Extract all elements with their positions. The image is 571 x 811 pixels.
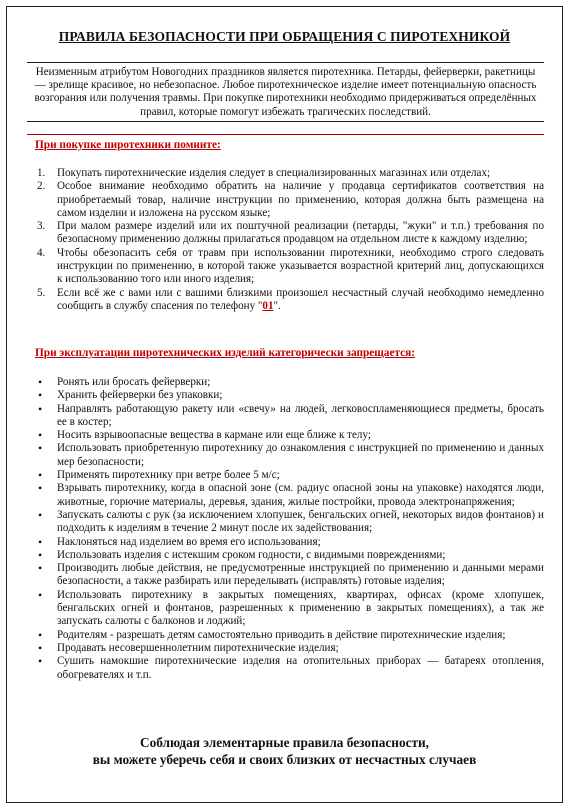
- usage-bans-list: [35, 376, 544, 682]
- list-item: • Использовать изделия с истекшим сроком годности, с видимыми повреждениями;: [35, 549, 544, 562]
- list-item-number: 4.: [37, 246, 46, 259]
- list-item: • Ронять или бросать фейерверки;: [35, 376, 544, 389]
- section-divider: [27, 134, 544, 135]
- list-item: • Хранить фейерверки без упаковки;: [35, 389, 544, 402]
- list-item: [35, 180, 544, 220]
- list-item-text-end: ".: [273, 299, 281, 312]
- list-item-text: Особое внимание необходимо обратить на наличие у продавца сертификатов соответствия на приобретаемый товар, наличие инструкции по применению, которая должна быть размещена на самом изделии и изложена на русском языке;: [57, 180, 544, 219]
- list-item: • Родителям - разрешать детям самостоятельно приводить в действие пиротехнические изделия;: [35, 629, 544, 642]
- usage-heading: При эксплуатации пиротехнических изделий категорически запрещается:: [35, 347, 416, 359]
- purchase-heading: При покупке пиротехники помните:: [35, 139, 221, 151]
- list-item-text: Чтобы обезопасить себя от травм при использовании пиротехники, необходимо строго следовать инструкции по применению, в которой также указывается возрастной критерий лиц, допускающихся к использованию того или иного изделия;: [57, 246, 544, 286]
- purchase-rules-list: [35, 167, 544, 313]
- page-title: ПРАВИЛА БЕЗОПАСНОСТИ ПРИ ОБРАЩЕНИЯ С ПИРОТЕХНИКОЙ: [58, 29, 511, 44]
- list-item: • Применять пиротехнику при ветре более 5 м/с;: [35, 469, 544, 482]
- footer-line: Соблюдая элементарные правила безопасности,: [139, 735, 430, 750]
- list-item-number: 5.: [37, 286, 46, 299]
- list-item: • Наклоняться над изделием во время его использования;: [35, 536, 544, 549]
- intro-paragraph: Неизменным атрибутом Новогодних праздников является пиротехника. Петарды, фейерверки, ракетницы — зрелище красивое, но небезопасное. Любое пиротехническое изделие имеет потенциальную опасность возгорания или получения травмы. При покупке пиротехники необходимо придерживаться определённых правил, которые помогут избежать трагических последствий.: [27, 62, 544, 122]
- list-item: • Носить взрывоопасные вещества в кармане или еще ближе к телу;: [35, 429, 544, 442]
- list-item-text: Покупать пиротехнические изделия следует в специализированных магазинах или отделах;: [57, 167, 491, 179]
- list-item: • Запускать салюты с рук (за исключением хлопушек, бенгальских огней, некоторых видов фонтанов) и подходить к изделиям в течение 2 минут после их задействования;: [35, 509, 544, 536]
- list-item: [35, 247, 544, 287]
- list-item-number: 1.: [37, 167, 46, 179]
- list-item: • Производить любые действия, не предусмотренные инструкцией по применению и данными мерами безопасности, а также разбирать или переделывать (исправлять) готовые изделия;: [35, 562, 544, 589]
- list-item-text: Если всё же с вами или с вашими близкими произошел несчастный случай необходимо немедленно сообщить в службу спасения по телефону ": [57, 286, 544, 312]
- document-page: [6, 6, 563, 803]
- list-item: • Использовать пиротехнику в закрытых помещениях, квартирах, офисах (кроме хлопушек, бенгальских огней и фонтанов, разрешенных к применению в закрытых помещениях), а так же запускать салюты с балконов и лоджий;: [35, 589, 544, 629]
- list-item: [35, 287, 544, 314]
- list-item: • Направлять работающую ракету или «свечу» на людей, легковоспламеняющиеся предметы, бросать ее в костер;: [35, 403, 544, 430]
- footer-slogan: [7, 734, 562, 768]
- list-item: • Продавать несовершеннолетним пиротехнические изделия;: [35, 642, 544, 655]
- list-item: • Сушить намокшие пиротехнические изделия на отопительных приборах — батареях отопления, обогревателях и т.п.: [35, 655, 544, 682]
- list-item: • Использовать приобретенную пиротехнику до ознакомления с инструкцией по применению и данных мер безопасности;: [35, 442, 544, 469]
- list-item: [35, 167, 544, 180]
- footer-line: вы можете уберечь себя и своих близких от несчастных случаев: [92, 752, 477, 767]
- list-item-text: При малом размере изделий или их поштучной реализации (петарды, "жуки" и т.п.) требования по безопасному применению должны прилагаться продавцом на отдельном листе к каждому изделию;: [57, 220, 544, 246]
- list-item-number: 2.: [37, 180, 46, 193]
- emergency-phone-number: 01: [262, 299, 274, 312]
- list-item-number: 3.: [37, 220, 46, 233]
- list-item: • Взрывать пиротехнику, когда в опасной зоне (см. радиус опасной зоны на упаковке) находятся люди, животные, горючие материалы, деревья, здания, жилые постройки, провода электронапряжения;: [35, 482, 544, 509]
- list-item: [35, 220, 544, 247]
